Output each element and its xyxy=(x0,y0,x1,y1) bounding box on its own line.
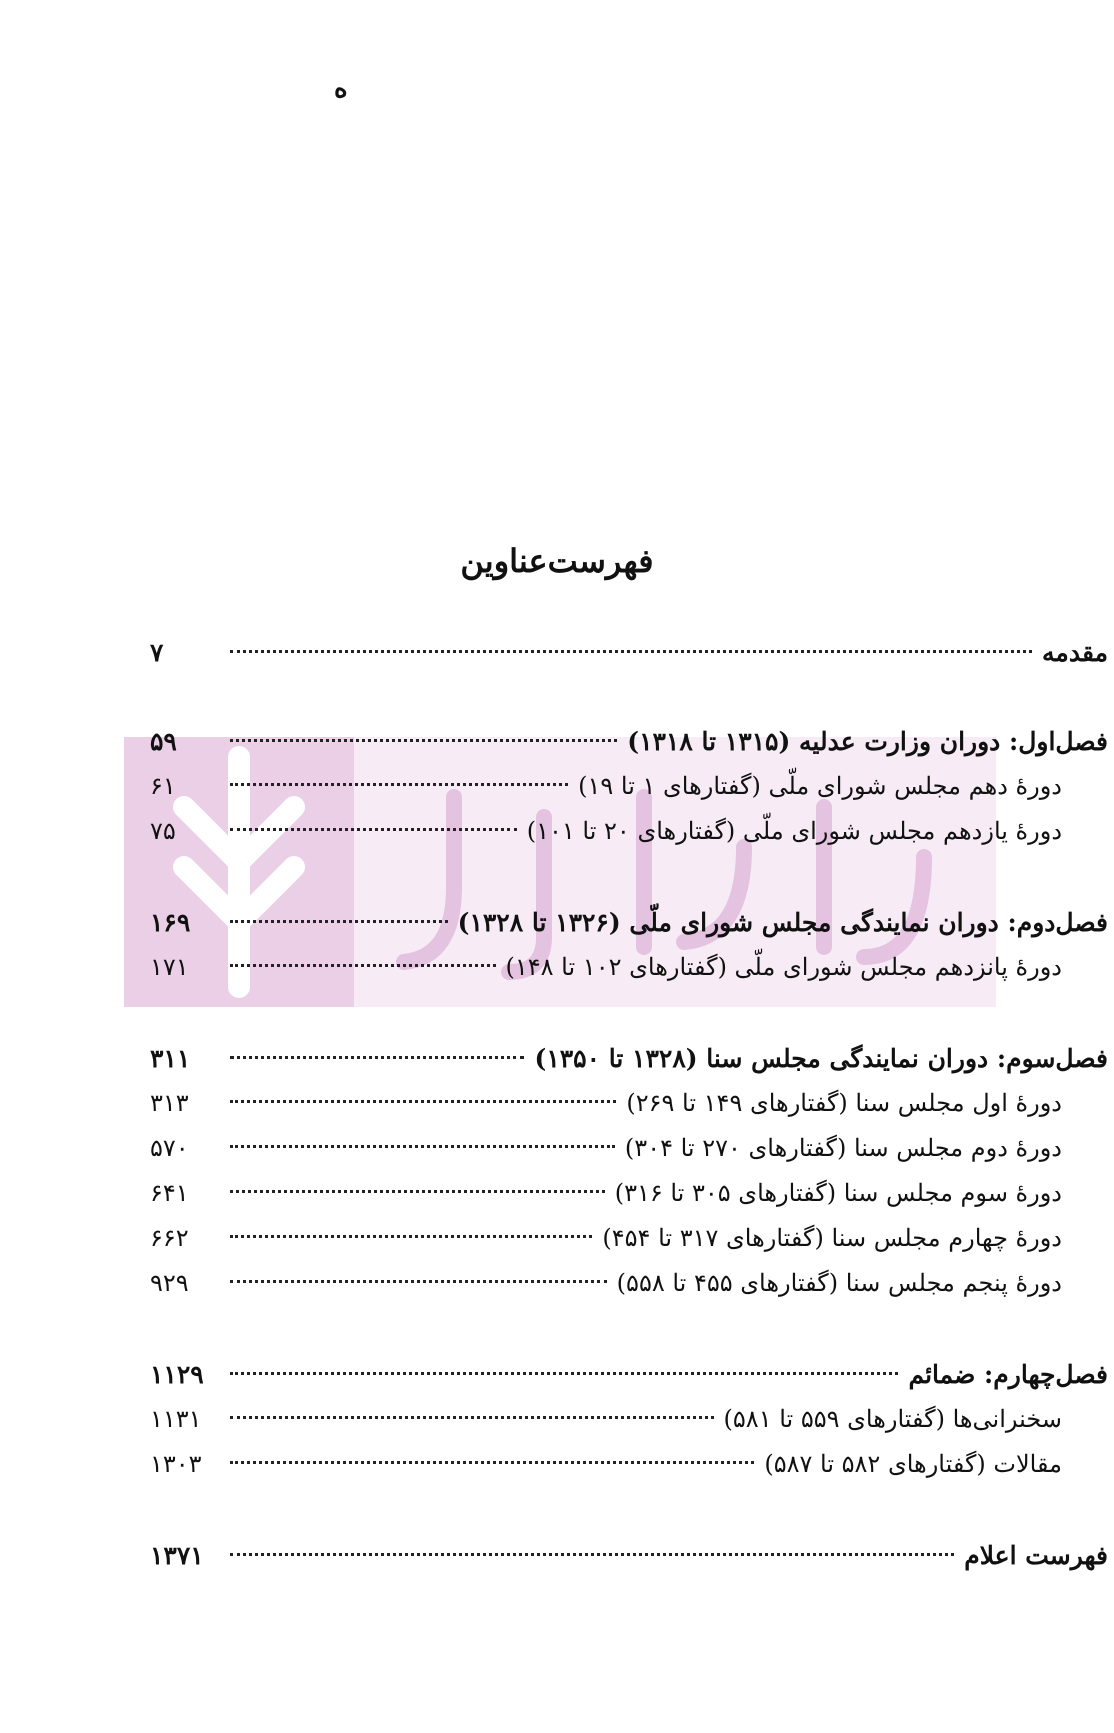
toc-chapter-4[interactable] xyxy=(0,1352,1108,1397)
toc-chapter-2[interactable] xyxy=(0,900,1108,945)
dot-leader xyxy=(230,920,448,923)
toc-entry-intro[interactable] xyxy=(0,630,1108,675)
dot-leader xyxy=(230,1553,954,1556)
dot-leader xyxy=(230,739,617,742)
dot-leader xyxy=(230,1461,754,1464)
toc-entry-label: دورهٔ دهم مجلس شورای ملّی (گفتارهای ۱ تا ۱۹) xyxy=(578,772,1062,800)
table-of-contents xyxy=(0,630,1108,1578)
toc-entry-label: فصل‌دوم: دوران نمایندگی مجلس شورای ملّی (۱۳۲۶ تا ۱۳۲۸) xyxy=(457,908,1108,937)
toc-page-number: ۱۷۱ xyxy=(150,953,189,981)
toc-subentry[interactable] xyxy=(0,764,1062,809)
toc-page-number: ۱۳۷۱ xyxy=(150,1541,204,1570)
toc-entry-label: دورهٔ سوم مجلس سنا (گفتارهای ۳۰۵ تا ۳۱۶) xyxy=(614,1179,1062,1207)
toc-page-number: ۳۱۱ xyxy=(150,1044,191,1073)
toc-page-number: ۹۲۹ xyxy=(150,1269,189,1297)
dot-leader xyxy=(230,783,568,786)
toc-subentry[interactable] xyxy=(0,1261,1062,1306)
dot-leader xyxy=(230,1372,898,1375)
dot-leader xyxy=(230,1280,607,1283)
toc-subentry[interactable] xyxy=(0,1081,1062,1126)
toc-page-number: ۵۹ xyxy=(150,727,177,756)
dot-leader xyxy=(230,964,496,967)
toc-entry-label: مقدمه xyxy=(1042,638,1108,667)
toc-entry-label: سخنرانی‌ها (گفتارهای ۵۵۹ تا ۵۸۱) xyxy=(723,1405,1062,1433)
dot-leader xyxy=(230,1145,615,1148)
toc-entry-label: دورهٔ چهارم مجلس سنا (گفتارهای ۳۱۷ تا ۴۵۴) xyxy=(602,1224,1062,1252)
toc-entry-label: فهرست اعلام xyxy=(964,1541,1108,1570)
toc-entry-label: فصل‌اول: دوران وزارت عدلیه (۱۳۱۵ تا ۱۳۱۸) xyxy=(627,727,1108,756)
toc-page-number: ۶۴۱ xyxy=(150,1179,189,1207)
toc-page-number: ۱۱۳۱ xyxy=(150,1405,202,1433)
dot-leader xyxy=(230,1100,616,1103)
dot-leader xyxy=(230,1190,605,1193)
toc-page-number: ۱۶۹ xyxy=(150,908,191,937)
toc-subentry[interactable] xyxy=(0,1397,1062,1442)
toc-entry-label: مقالات (گفتارهای ۵۸۲ تا ۵۸۷) xyxy=(764,1450,1062,1478)
toc-entry-label: فصل‌چهارم: ضمائم xyxy=(908,1360,1108,1389)
toc-page-number: ۶۶۲ xyxy=(150,1224,189,1252)
toc-entry-label: دورهٔ اول مجلس سنا (گفتارهای ۱۴۹ تا ۲۶۹) xyxy=(626,1089,1062,1117)
toc-entry-label: دورهٔ پانزدهم مجلس شورای ملّی (گفتارهای ۱۰۲ تا ۱۴۸) xyxy=(505,953,1062,981)
toc-page-number: ۱۱۲۹ xyxy=(150,1360,204,1389)
toc-entry-label: دورهٔ یازدهم مجلس شورای ملّی (گفتارهای ۲۰ تا ۱۰۱) xyxy=(526,817,1062,845)
toc-page-number: ۱۳۰۳ xyxy=(150,1450,202,1478)
toc-entry-label: دورهٔ دوم مجلس سنا (گفتارهای ۲۷۰ تا ۳۰۴) xyxy=(624,1134,1062,1162)
toc-subentry[interactable] xyxy=(0,809,1062,854)
toc-subentry[interactable] xyxy=(0,1171,1062,1216)
dot-leader xyxy=(230,1056,524,1059)
toc-page-number: ۷ xyxy=(150,638,164,667)
toc-page-number: ۵۷۰ xyxy=(150,1134,189,1162)
toc-entry-label: فصل‌سوم: دوران نمایندگی مجلس سنا (۱۳۲۸ تا ۱۳۵۰) xyxy=(534,1044,1108,1073)
toc-chapter-1[interactable] xyxy=(0,719,1108,764)
dot-leader xyxy=(230,650,1032,653)
toc-subentry[interactable] xyxy=(0,1126,1062,1171)
dot-leader xyxy=(230,1235,592,1238)
toc-page-number: ۳۱۳ xyxy=(150,1089,189,1117)
dot-leader xyxy=(230,828,517,831)
page-folio: ه xyxy=(334,74,348,104)
dot-leader xyxy=(230,1416,714,1419)
toc-title: فهرست‌عناوین xyxy=(460,542,654,580)
toc-chapter-3[interactable] xyxy=(0,1036,1108,1081)
toc-entry-index[interactable] xyxy=(0,1533,1108,1578)
toc-entry-label: دورهٔ پنجم مجلس سنا (گفتارهای ۴۵۵ تا ۵۵۸) xyxy=(616,1269,1062,1297)
toc-page-number: ۷۵ xyxy=(150,817,176,845)
toc-subentry[interactable] xyxy=(0,1216,1062,1261)
toc-page-number: ۶۱ xyxy=(150,772,176,800)
toc-subentry[interactable] xyxy=(0,945,1062,990)
toc-subentry[interactable] xyxy=(0,1442,1062,1487)
